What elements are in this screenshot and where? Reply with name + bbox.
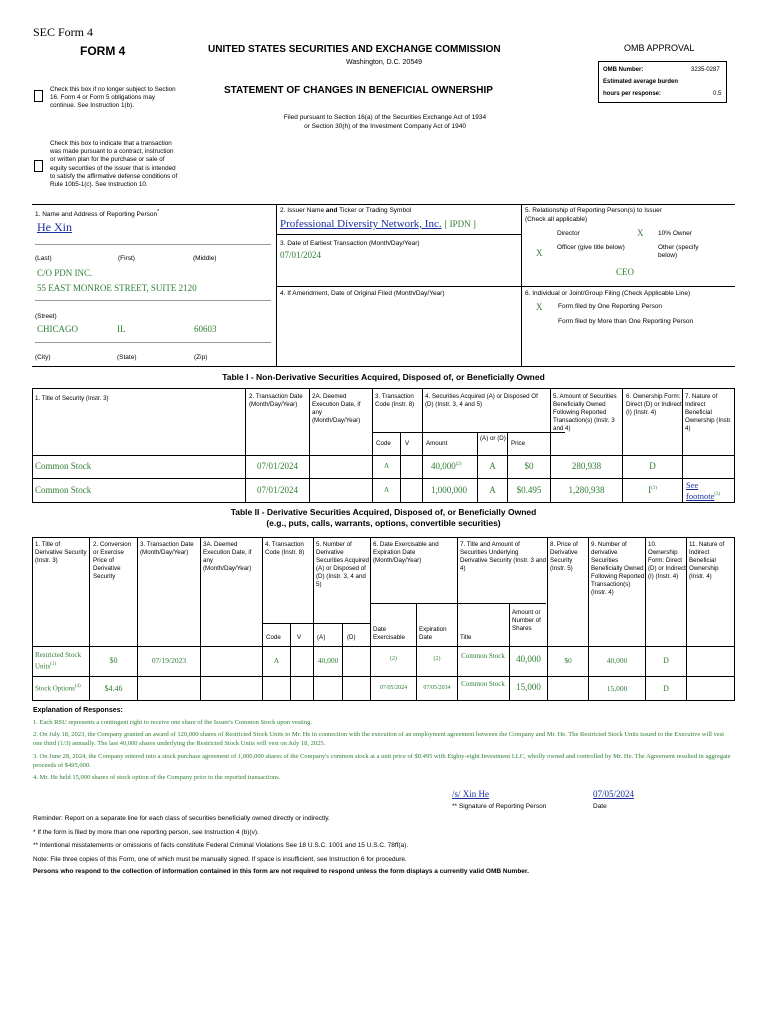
state-label: (State) <box>117 354 137 361</box>
address-line-2: 55 EAST MONROE STREET, SUITE 2120 <box>37 283 197 293</box>
commission-title: UNITED STATES SECURITIES AND EXCHANGE COMMISSION <box>208 44 501 55</box>
sec-form-label: SEC Form 4 <box>33 25 94 39</box>
t1-r2-price: $0.495 <box>516 485 542 495</box>
t1-amount: Amount <box>426 440 448 447</box>
footer-note: Note: File three copies of this Form, one of which must be manually signed. If space is insufficient, see Instruction 6 for procedure. <box>33 856 407 863</box>
t2-exp: Expiration Date <box>419 626 447 641</box>
signature-label: ** Signature of Reporting Person <box>452 803 547 810</box>
t1-h1: 1. Title of Security (Instr. 3) <box>35 395 109 402</box>
t2-r2-utitle: Common Stock <box>461 680 505 688</box>
t1-r2-form: $I^{(3)}$ <box>648 485 657 495</box>
table2-title: Table II - Derivative Securities Acquired, Disposed of, or Beneficially Owned <box>230 507 537 517</box>
t2-h5: 5. Number of Derivative Securities Acquired (A) or Disposed of (D) (Instr. 3, 4 and 5) <box>316 541 369 588</box>
omb-hours-label: hours per response: <box>603 91 662 97</box>
t2-h8: 8. Price of Derivative Security (Instr. 5) <box>550 541 578 572</box>
table2-subtitle: (e.g., puts, calls, warrants, options, convertible securities) <box>266 518 501 528</box>
officer-label: Officer (give title below) <box>557 244 625 251</box>
t1-v: V <box>405 440 410 447</box>
other-label: Other (specify below) <box>658 244 699 259</box>
ten-pct-owner-label: 10% Owner <box>658 230 692 237</box>
no-longer-subject-text: Check this box if no longer subject to Section 16. Form 4 or Form 5 obligations may continue. See Instruction 1(b). <box>50 86 176 109</box>
footer-instruction: * If the form is filed by more than one reporting person, see Instruction 4 (b)(v). <box>33 829 259 836</box>
t1-aord: (A) or (D) <box>480 435 506 442</box>
middle-label: (Middle) <box>193 255 217 262</box>
footnote-4: 4. Mr. He held 15,000 shares of stock option of the Company prior to the reported transactions. <box>33 774 281 781</box>
box5-label: 5. Relationship of Reporting Person(s) to Issuer <box>525 207 662 214</box>
signature-name[interactable]: /s/ Xin He <box>452 789 489 799</box>
box3-label: 3. Date of Earliest Transaction (Month/Day/Year) <box>280 240 420 247</box>
t2-r2-ushares: 15,000 <box>516 682 541 692</box>
t2-d: (D) <box>347 634 356 641</box>
filed-pursuant-2: or Section 30(h) of the Investment Company Act of 1940 <box>304 123 466 130</box>
t2-h4: 4. Transaction Code (Instr. 8) <box>265 541 305 556</box>
one-person-mark: X <box>536 302 543 312</box>
t1-price: Price <box>511 440 526 447</box>
t1-r2-aord: A <box>489 485 496 495</box>
t1-h2a: 2A. Deemed Execution Date, if any (Month/Day/Year) <box>312 393 361 424</box>
t2-r1-title: Restricted Stock Units$^{(1)}$ <box>35 651 82 671</box>
t1-r1-price: $0 <box>524 461 534 471</box>
t1-r1-aord: A <box>489 461 496 471</box>
t2-h1: 1. Title of Derivative Security (Instr. 3) <box>35 541 87 564</box>
footnote-3: 3. On June 28, 2024, the Company entered into a stock purchase agreement of 1,000,000 shares of the Company's common stock at a unit price of $0.495 with Eighty-eight Investment LLC, wholly owned and controlled by Mr. He. The Agreement resulted in aggregate proceeds of $495,000. <box>33 753 731 769</box>
street-label: (Street) <box>35 313 57 320</box>
no-longer-subject-checkbox[interactable] <box>34 90 43 102</box>
first-label: (First) <box>118 255 135 262</box>
footnote-1: 1. Each RSU represents a contingent right to receive one share of the Issuer's Common Stock upon vesting. <box>33 719 312 726</box>
t2-r1-date: 07/19/2023 <box>151 656 187 665</box>
t2-h9: 9. Number of derivative Securities Beneficially Owned Following Reported Transaction(s) (Instr. 4) <box>591 541 645 596</box>
box4-label: 4. If Amendment, Date of Original Filed (Month/Day/Year) <box>280 290 445 297</box>
t2-r1-ushares: 40,000 <box>516 654 541 664</box>
officer-title: CEO <box>616 267 634 277</box>
t2-r2-conv: $4.46 <box>104 684 123 693</box>
t2-a: (A) <box>317 634 326 641</box>
t1-r2-title: Common Stock <box>35 485 92 495</box>
t1-h2: 2. Transaction Date (Month/Day/Year) <box>249 393 303 408</box>
t1-r2-owned: 1,280,938 <box>568 485 605 495</box>
t2-r2-exp: 07/05/2034 <box>423 685 451 691</box>
t2-h2: 2. Conversion or Exercise Price of Derivative Security <box>93 541 132 580</box>
t1-h3: 3. Transaction Code (Instr. 8) <box>375 393 415 408</box>
address-line-1: C/O PDN INC. <box>37 268 93 278</box>
t1-r1-amount: 40,000$^{(2)}$ <box>431 461 462 471</box>
t1-h6: 6. Ownership Form: Direct (D) or Indirect (I) (Instr. 4) <box>626 393 682 416</box>
t2-r2-title: Stock Options$^{(4)}$ <box>35 684 81 693</box>
t2-code: Code <box>266 634 281 641</box>
ten-pct-owner-mark: X <box>637 228 644 238</box>
issuer-name-link[interactable]: Professional Diversity Network, Inc. <box>280 218 442 230</box>
footer-reminder: Reminder: Report on a separate line for each class of securities beneficially owned directly or indirectly. <box>33 815 330 822</box>
earliest-transaction-date: 07/01/2024 <box>280 250 322 260</box>
zip-label: (Zip) <box>194 354 208 361</box>
omb-burden-label: Estimated average burden <box>603 79 679 85</box>
filed-pursuant-1: Filed pursuant to Section 16(a) of the Securities Exchange Act of 1934 <box>283 114 487 121</box>
t2-amt-shares: Amount or Number of Shares <box>512 609 541 632</box>
t2-h11: 11. Nature of Indirect Beneficial Ownership (Instr. 4) <box>689 541 725 580</box>
director-label: Director <box>557 230 580 237</box>
officer-mark: X <box>536 248 543 258</box>
omb-title: OMB APPROVAL <box>624 43 695 53</box>
t2-r1-utitle: Common Stock <box>461 652 505 660</box>
t2-r2-form: D <box>663 684 669 693</box>
t2-h10: 10. Ownership Form: Direct (D) or Indirect (I) (Instr. 4) <box>648 541 686 580</box>
city-value: CHICAGO <box>37 324 79 334</box>
t1-r1-owned: 280,938 <box>571 461 602 471</box>
rule-10b5-1-text: Check this box to indicate that a transaction was made pursuant to a contract, instruction or written plan for the purchase or sale of equity securities of the issuer that is intended to satisfy the affirmative defense conditions of Rule 10b5-1(c). See Instruction 10. <box>50 140 178 189</box>
t1-r2-nature: See footnote$^{(3)}$ <box>686 480 721 501</box>
omb-number-label: OMB Number: <box>603 67 644 73</box>
t1-code: Code <box>376 440 391 447</box>
t2-r1-owned: 40,000 <box>606 656 628 665</box>
omb-number-value: 3235-0287 <box>691 67 720 73</box>
t2-r1-form: D <box>663 656 669 665</box>
t2-r2-ex: 07/05/2024 <box>379 685 408 691</box>
box6-label: 6. Individual or Joint/Group Filing (Check Applicable Line) <box>525 290 691 297</box>
t2-title: Title <box>460 634 472 641</box>
ticker: [ IPDN ] <box>444 219 476 229</box>
location: Washington, D.C. 20549 <box>346 59 423 66</box>
rule-10b5-1-checkbox[interactable] <box>34 160 43 172</box>
box5-sub: (Check all applicable) <box>525 216 588 223</box>
more-persons-label: Form filed by More than One Reporting Person <box>558 318 694 325</box>
t1-r1-title: Common Stock <box>35 461 92 471</box>
box2-label: 2. Issuer Name and Ticker or Trading Symbol <box>280 207 412 214</box>
t1-r2-amount: 1,000,000 <box>431 485 467 495</box>
reporting-person-name[interactable]: He Xin <box>37 220 72 234</box>
footer-violations: ** Intentional misstatements or omissions of facts constitute Federal Criminal Violations See 18 U.S.C. 1001 and 15 U.S.C. 78ff(a). <box>33 842 409 849</box>
date-label: Date <box>593 803 607 810</box>
t1-r1-date: 07/01/2024 <box>256 461 298 471</box>
t2-h3a: 3A. Deemed Execution Date, if any (Month/Day/Year) <box>203 541 252 572</box>
t1-h5: 5. Amount of Securities Beneficially Owned Following Reported Transaction(s) (Instr. 3 and 4) <box>553 393 617 432</box>
t2-r1-a: 40,000 <box>317 656 339 665</box>
t1-r2-date: 07/01/2024 <box>256 485 298 495</box>
t1-r1-form: D <box>649 461 656 471</box>
t1-r2-code: A <box>383 486 390 494</box>
t1-r1-code: A <box>383 462 390 470</box>
city-label: (City) <box>35 354 51 361</box>
t2-h7: 7. Title and Amount of Securities Underlying Derivative Security (Instr. 3 and 4) <box>460 541 546 572</box>
t2-v: V <box>297 634 302 641</box>
t2-r1-price: $0 <box>564 656 572 665</box>
issuer-name-line <box>280 218 476 230</box>
table1-title: Table I - Non-Derivative Securities Acquired, Disposed of, or Beneficially Owned <box>222 372 545 382</box>
zip-value: 60603 <box>194 324 217 334</box>
form-title: FORM 4 <box>80 44 126 58</box>
footnote-2: 2. On July 18, 2023, the Company granted an award of 120,000 shares of Restricted Stock Units to Mr. He in connection with the execution of an employment agreement between the Company and Mr. He. The Restricted Stock Units issued to the Executive will vest one third (1/3) annually. The last 40,000 shares underlying the Restricted Stock Units will vest on July 18, 2025. <box>33 731 725 747</box>
t2-r1-conv: $0 <box>109 656 118 665</box>
box1-label: 1. Name and Address of Reporting Person* <box>35 209 160 219</box>
t2-r1-code: A <box>273 656 280 665</box>
one-person-label: Form filed by One Reporting Person <box>558 303 663 310</box>
state-value: IL <box>117 324 126 334</box>
last-label: (Last) <box>35 255 52 262</box>
statement-title: STATEMENT OF CHANGES IN BENEFICIAL OWNERSHIP <box>224 85 493 96</box>
omb-hours-value: 0.5 <box>713 91 722 97</box>
t2-r2-owned: 15,000 <box>606 684 628 693</box>
omb-box <box>598 61 727 103</box>
t1-h4: 4. Securities Acquired (A) or Disposed Of (D) (Instr. 3, 4 and 5) <box>425 393 538 408</box>
t2-h6: 6. Date Exercisable and Expiration Date (Month/Day/Year) <box>373 541 439 564</box>
explanation-title: Explanation of Responses: <box>33 707 123 714</box>
t2-r1-ex: (2) <box>390 656 397 662</box>
footer-omb-notice: Persons who respond to the collection of information contained in this form are not required to respond unless the form displays a currently valid OMB Number. <box>33 868 529 875</box>
signature-date: 07/05/2024 <box>593 789 635 799</box>
t1-h7: 7. Nature of Indirect Beneficial Ownership (Instr. 4) <box>685 393 732 432</box>
t2-h3: 3. Transaction Date (Month/Day/Year) <box>140 541 194 556</box>
t2-r1-exp: (2) <box>433 656 441 662</box>
t2-date-ex: Date Exercisable <box>373 626 405 641</box>
